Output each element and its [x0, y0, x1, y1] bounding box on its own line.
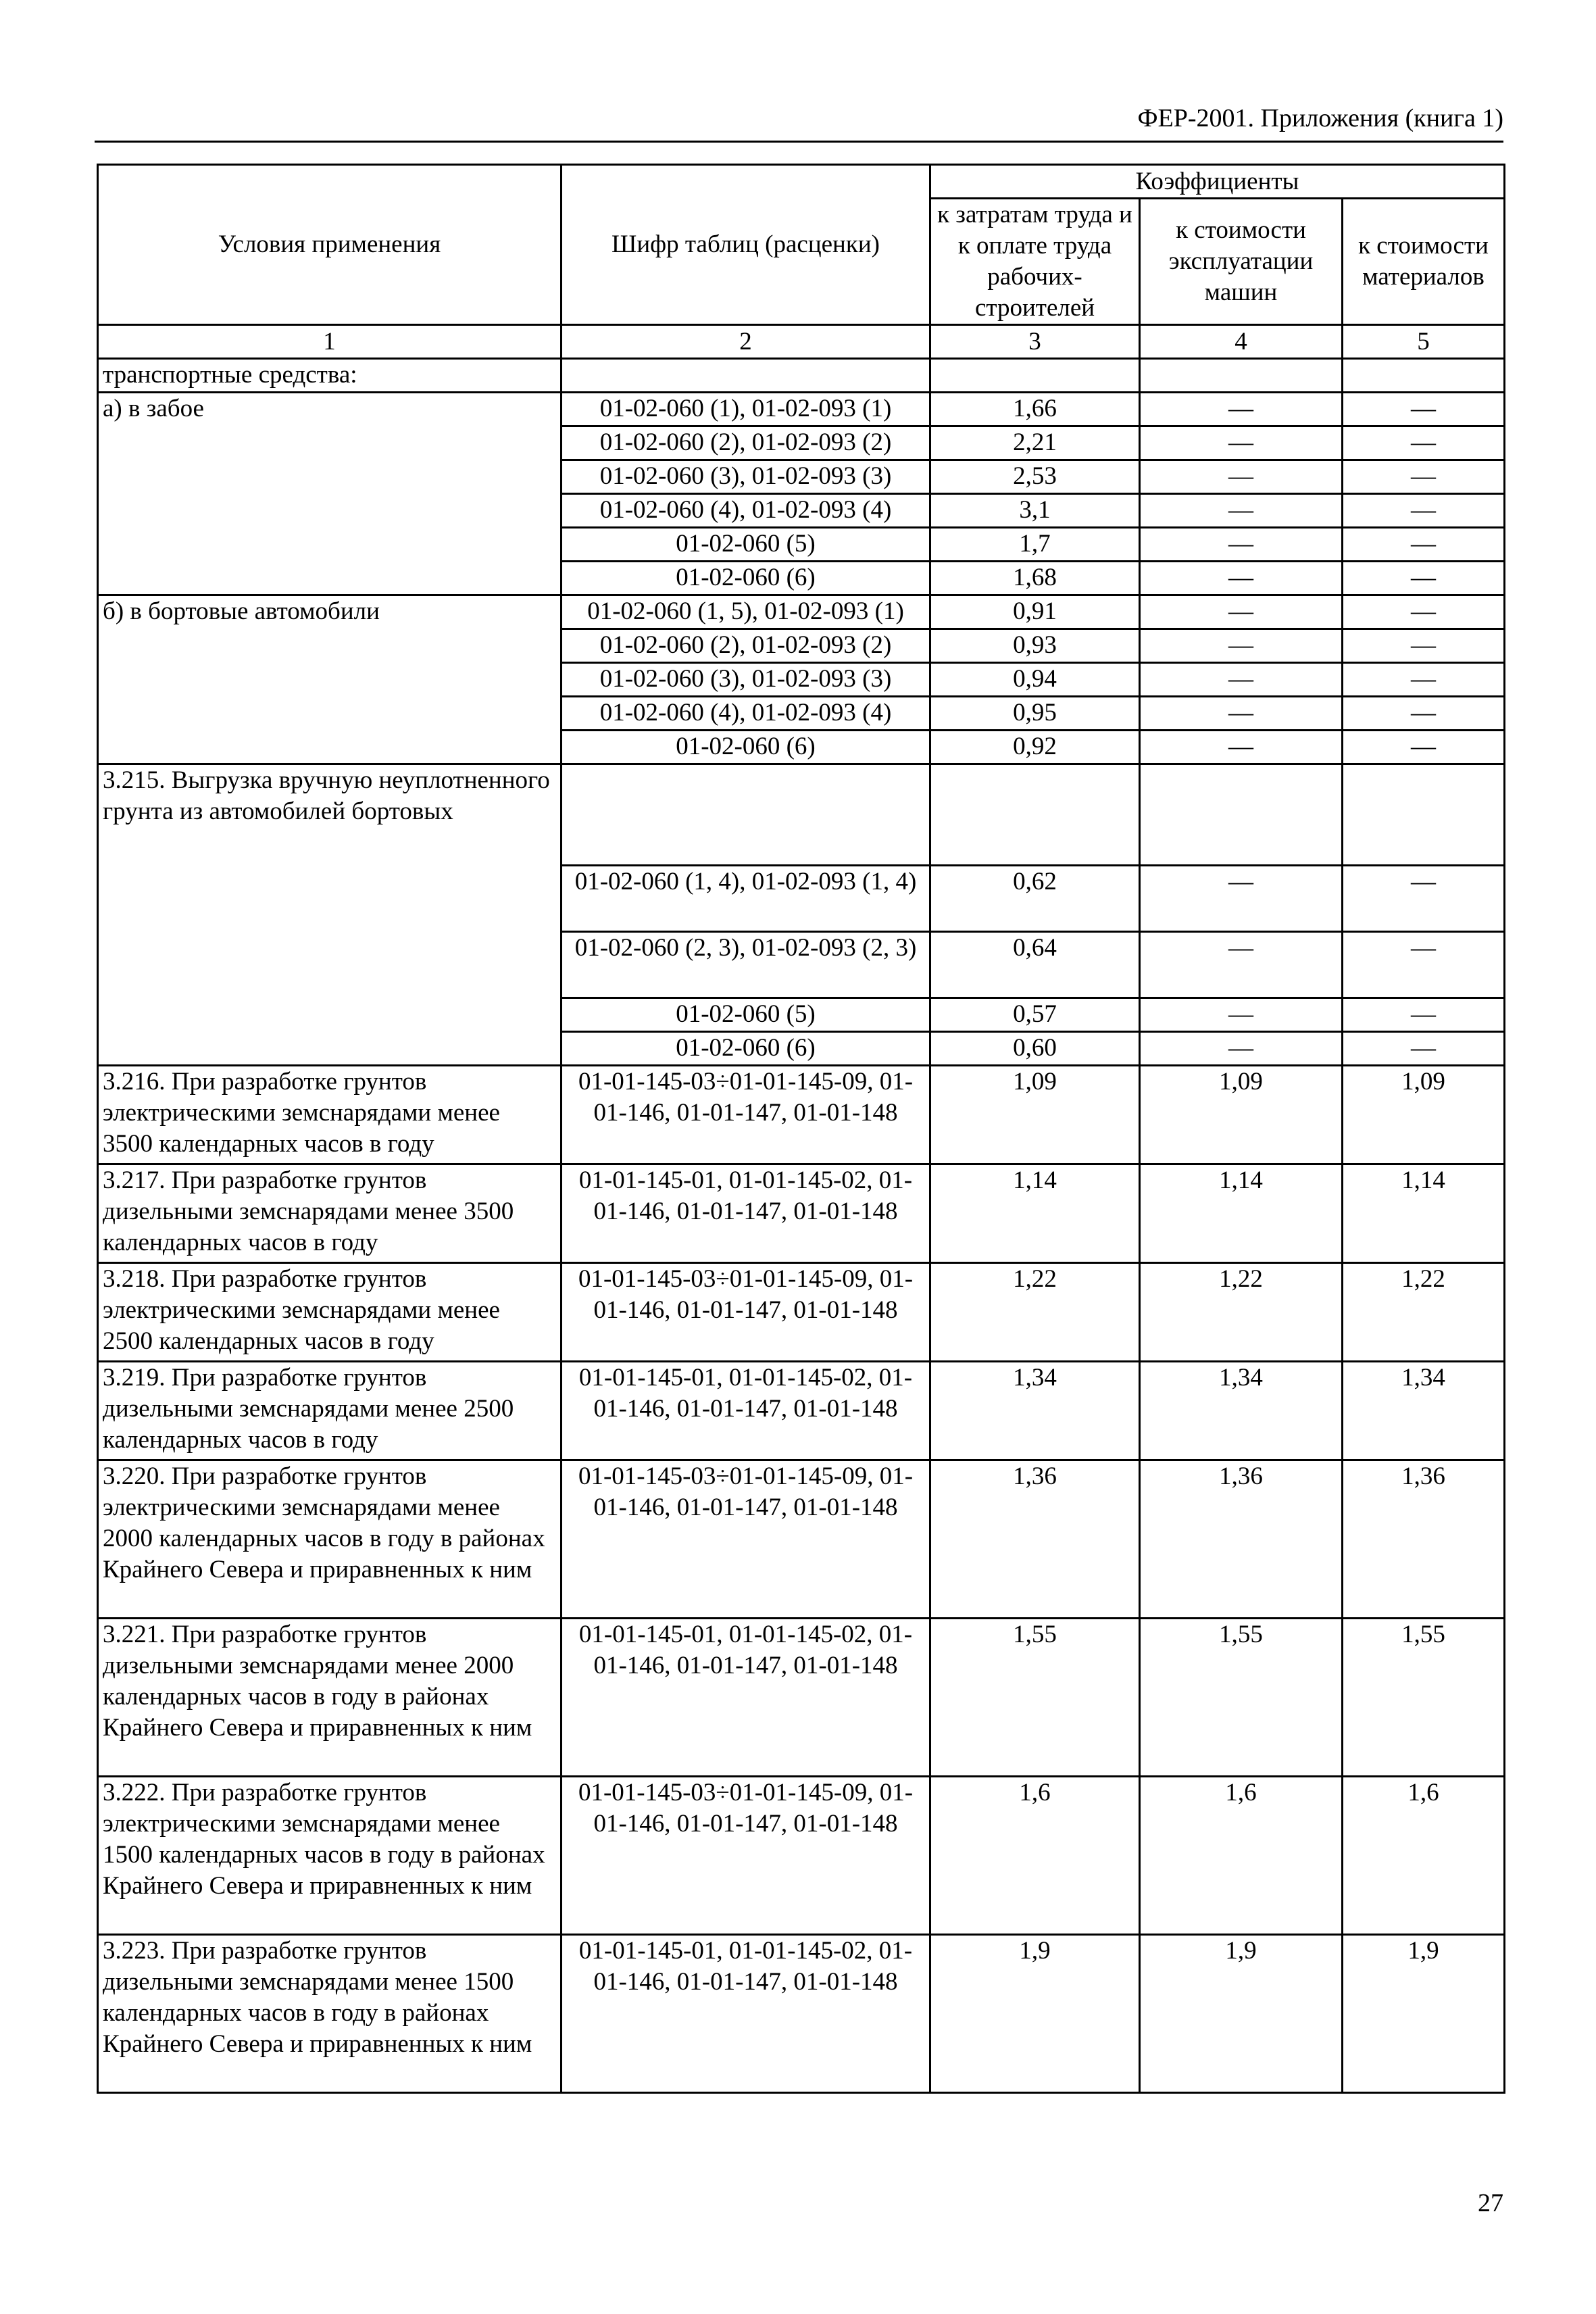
- cell-machines-coef: [1140, 359, 1343, 393]
- cell-condition: 3.221. При разработке грунтов дизельными земснарядами менее 2000 календарных часов в году в районах Крайнего Севера и приравненных к ним: [98, 1619, 562, 1777]
- cell-labor-coef: 1,09: [930, 1066, 1140, 1164]
- cell-materials-coef: —: [1343, 494, 1505, 528]
- cell-code: 01-02-060 (3), 01-02-093 (3): [562, 663, 930, 697]
- cell-condition: [98, 663, 562, 697]
- cell-labor-coef: 1,9: [930, 1935, 1140, 2093]
- cell-machines-coef: —: [1140, 731, 1343, 764]
- cell-condition: 3.220. При разработке грунтов электрическими земснарядами менее 2000 календарных часов в году в районах Крайнего Севера и приравненных к ним: [98, 1460, 562, 1619]
- table-row: [98, 764, 1505, 866]
- header-code: Шифр таблиц (расценки): [562, 165, 930, 325]
- table-row: [98, 1619, 1505, 1777]
- cell-machines-coef: —: [1140, 460, 1343, 494]
- cell-machines-coef: —: [1140, 932, 1343, 998]
- col-number: 3: [930, 325, 1140, 359]
- cell-labor-coef: [930, 764, 1140, 866]
- cell-materials-coef: 1,55: [1343, 1619, 1505, 1777]
- cell-machines-coef: 1,36: [1140, 1460, 1343, 1619]
- cell-condition: 3.217. При разработке грунтов дизельными земснарядами менее 3500 календарных часов в году: [98, 1164, 562, 1263]
- cell-materials-coef: —: [1343, 393, 1505, 426]
- cell-machines-coef: —: [1140, 697, 1343, 731]
- cell-condition: 3.222. При разработке грунтов электрическими земснарядами менее 1500 календарных часов в году в районах Крайнего Севера и приравненных к ним: [98, 1777, 562, 1935]
- cell-labor-coef: 1,14: [930, 1164, 1140, 1263]
- cell-code: 01-02-060 (6): [562, 562, 930, 595]
- cell-labor-coef: 1,6: [930, 1777, 1140, 1935]
- cell-materials-coef: [1343, 764, 1505, 866]
- cell-labor-coef: 0,60: [930, 1032, 1140, 1066]
- col-number: 4: [1140, 325, 1343, 359]
- cell-machines-coef: 1,34: [1140, 1362, 1343, 1460]
- table-row: [98, 528, 1505, 562]
- cell-materials-coef: 1,36: [1343, 1460, 1505, 1619]
- cell-condition: 3.219. При разработке грунтов дизельными земснарядами менее 2500 календарных часов в году: [98, 1362, 562, 1460]
- cell-condition: [98, 866, 562, 932]
- cell-machines-coef: —: [1140, 866, 1343, 932]
- header-coefficients: Коэффициенты: [930, 165, 1505, 199]
- cell-labor-coef: 0,57: [930, 998, 1140, 1032]
- cell-code: 01-01-145-03÷01-01-145-09, 01-01-146, 01-01-147, 01-01-148: [562, 1066, 930, 1164]
- cell-machines-coef: —: [1140, 629, 1343, 663]
- col-number: 2: [562, 325, 930, 359]
- cell-materials-coef: 1,9: [1343, 1935, 1505, 2093]
- cell-condition: транспортные средства:: [98, 359, 562, 393]
- cell-code: 01-01-145-01, 01-01-145-02, 01-01-146, 01-01-147, 01-01-148: [562, 1362, 930, 1460]
- cell-code: 01-02-060 (4), 01-02-093 (4): [562, 697, 930, 731]
- table-row: [98, 562, 1505, 595]
- cell-labor-coef: 1,7: [930, 528, 1140, 562]
- cell-materials-coef: —: [1343, 1032, 1505, 1066]
- cell-machines-coef: —: [1140, 562, 1343, 595]
- col-number: 5: [1343, 325, 1505, 359]
- table-row: [98, 426, 1505, 460]
- cell-code: 01-02-060 (1, 4), 01-02-093 (1, 4): [562, 866, 930, 932]
- header-materials: к стоимости материалов: [1343, 199, 1505, 325]
- cell-labor-coef: 0,95: [930, 697, 1140, 731]
- cell-machines-coef: 1,14: [1140, 1164, 1343, 1263]
- cell-materials-coef: 1,34: [1343, 1362, 1505, 1460]
- cell-code: 01-01-145-01, 01-01-145-02, 01-01-146, 01-01-147, 01-01-148: [562, 1935, 930, 2093]
- cell-machines-coef: —: [1140, 494, 1343, 528]
- cell-labor-coef: 1,66: [930, 393, 1140, 426]
- table-row: [98, 663, 1505, 697]
- cell-code: 01-02-060 (5): [562, 998, 930, 1032]
- cell-condition: [98, 528, 562, 562]
- cell-condition: 3.216. При разработке грунтов электрическими земснарядами менее 3500 календарных часов в году: [98, 1066, 562, 1164]
- table-body: [98, 359, 1505, 2093]
- cell-machines-coef: 1,9: [1140, 1935, 1343, 2093]
- table-row: [98, 1460, 1505, 1619]
- cell-condition: [98, 460, 562, 494]
- cell-code: 01-01-145-01, 01-01-145-02, 01-01-146, 01-01-147, 01-01-148: [562, 1619, 930, 1777]
- cell-machines-coef: 1,22: [1140, 1263, 1343, 1362]
- cell-code: 01-01-145-03÷01-01-145-09, 01-01-146, 01-01-147, 01-01-148: [562, 1777, 930, 1935]
- cell-materials-coef: —: [1343, 460, 1505, 494]
- cell-condition: 3.215. Выгрузка вручную неуплотненного грунта из автомобилей бортовых: [98, 764, 562, 866]
- cell-code: 01-02-060 (2), 01-02-093 (2): [562, 629, 930, 663]
- cell-materials-coef: —: [1343, 866, 1505, 932]
- cell-condition: [98, 697, 562, 731]
- table-row: [98, 731, 1505, 764]
- cell-labor-coef: 1,55: [930, 1619, 1140, 1777]
- cell-code: [562, 764, 930, 866]
- cell-materials-coef: —: [1343, 998, 1505, 1032]
- cell-materials-coef: —: [1343, 562, 1505, 595]
- cell-machines-coef: 1,09: [1140, 1066, 1343, 1164]
- table-row: [98, 1032, 1505, 1066]
- cell-condition: [98, 932, 562, 998]
- cell-code: 01-02-060 (2, 3), 01-02-093 (2, 3): [562, 932, 930, 998]
- cell-condition: 3.218. При разработке грунтов электрическими земснарядами менее 2500 календарных часов в году: [98, 1263, 562, 1362]
- table-row: [98, 359, 1505, 393]
- cell-condition: [98, 731, 562, 764]
- cell-machines-coef: 1,6: [1140, 1777, 1343, 1935]
- cell-materials-coef: —: [1343, 426, 1505, 460]
- table-row: [98, 998, 1505, 1032]
- cell-labor-coef: 3,1: [930, 494, 1140, 528]
- cell-condition: [98, 494, 562, 528]
- cell-labor-coef: 0,92: [930, 731, 1140, 764]
- cell-materials-coef: 1,09: [1343, 1066, 1505, 1164]
- cell-labor-coef: [930, 359, 1140, 393]
- cell-condition: 3.223. При разработке грунтов дизельными земснарядами менее 1500 календарных часов в году в районах Крайнего Севера и приравненных к ним: [98, 1935, 562, 2093]
- header-labor: к затратам труда и к оплате труда рабочих-строителей: [930, 199, 1140, 325]
- header-machines: к стоимости эксплуатации машин: [1140, 199, 1343, 325]
- header-conditions: Условия применения: [98, 165, 562, 325]
- cell-machines-coef: —: [1140, 998, 1343, 1032]
- table-row: [98, 1935, 1505, 2093]
- cell-labor-coef: 2,21: [930, 426, 1140, 460]
- cell-code: 01-02-060 (6): [562, 731, 930, 764]
- cell-code: 01-01-145-03÷01-01-145-09, 01-01-146, 01-01-147, 01-01-148: [562, 1263, 930, 1362]
- cell-labor-coef: 2,53: [930, 460, 1140, 494]
- cell-code: 01-02-060 (1, 5), 01-02-093 (1): [562, 595, 930, 629]
- cell-code: [562, 359, 930, 393]
- cell-machines-coef: —: [1140, 426, 1343, 460]
- cell-code: 01-02-060 (2), 01-02-093 (2): [562, 426, 930, 460]
- cell-code: 01-02-060 (5): [562, 528, 930, 562]
- cell-labor-coef: 0,91: [930, 595, 1140, 629]
- table-row: [98, 1777, 1505, 1935]
- table-row: [98, 393, 1505, 426]
- cell-labor-coef: 0,64: [930, 932, 1140, 998]
- cell-materials-coef: —: [1343, 697, 1505, 731]
- cell-machines-coef: —: [1140, 663, 1343, 697]
- cell-labor-coef: 1,22: [930, 1263, 1140, 1362]
- cell-machines-coef: —: [1140, 595, 1343, 629]
- cell-materials-coef: 1,22: [1343, 1263, 1505, 1362]
- table-row: [98, 595, 1505, 629]
- cell-materials-coef: —: [1343, 932, 1505, 998]
- cell-code: 01-02-060 (4), 01-02-093 (4): [562, 494, 930, 528]
- cell-materials-coef: —: [1343, 528, 1505, 562]
- cell-condition: [98, 426, 562, 460]
- coefficients-table: [97, 164, 1505, 2094]
- cell-condition: [98, 629, 562, 663]
- cell-condition: а) в забое: [98, 393, 562, 426]
- cell-materials-coef: —: [1343, 629, 1505, 663]
- cell-machines-coef: [1140, 764, 1343, 866]
- cell-labor-coef: 0,94: [930, 663, 1140, 697]
- cell-machines-coef: —: [1140, 393, 1343, 426]
- table-row: [98, 932, 1505, 998]
- cell-condition: [98, 562, 562, 595]
- cell-condition: б) в бортовые автомобили: [98, 595, 562, 629]
- table-row: [98, 866, 1505, 932]
- running-header: ФЕР-2001. Приложения (книга 1): [1137, 104, 1503, 132]
- table-row: [98, 494, 1505, 528]
- cell-code: 01-01-145-01, 01-01-145-02, 01-01-146, 01-01-147, 01-01-148: [562, 1164, 930, 1263]
- col-number: 1: [98, 325, 562, 359]
- cell-code: 01-02-060 (3), 01-02-093 (3): [562, 460, 930, 494]
- cell-labor-coef: 1,36: [930, 1460, 1140, 1619]
- cell-machines-coef: 1,55: [1140, 1619, 1343, 1777]
- header-rule: [95, 141, 1503, 143]
- cell-labor-coef: 1,68: [930, 562, 1140, 595]
- table-row: [98, 697, 1505, 731]
- cell-condition: [98, 1032, 562, 1066]
- cell-code: 01-02-060 (1), 01-02-093 (1): [562, 393, 930, 426]
- table-row: [98, 629, 1505, 663]
- table-row: [98, 460, 1505, 494]
- cell-code: 01-01-145-03÷01-01-145-09, 01-01-146, 01-01-147, 01-01-148: [562, 1460, 930, 1619]
- cell-labor-coef: 1,34: [930, 1362, 1140, 1460]
- cell-condition: [98, 998, 562, 1032]
- cell-materials-coef: 1,6: [1343, 1777, 1505, 1935]
- cell-machines-coef: —: [1140, 1032, 1343, 1066]
- cell-labor-coef: 0,62: [930, 866, 1140, 932]
- cell-materials-coef: 1,14: [1343, 1164, 1505, 1263]
- cell-materials-coef: —: [1343, 663, 1505, 697]
- cell-materials-coef: —: [1343, 595, 1505, 629]
- table-row: [98, 1066, 1505, 1164]
- table-row: [98, 1164, 1505, 1263]
- cell-code: 01-02-060 (6): [562, 1032, 930, 1066]
- cell-materials-coef: —: [1343, 731, 1505, 764]
- cell-machines-coef: —: [1140, 528, 1343, 562]
- cell-materials-coef: [1343, 359, 1505, 393]
- cell-labor-coef: 0,93: [930, 629, 1140, 663]
- page-number: 27: [1478, 2189, 1503, 2217]
- table-row: [98, 1263, 1505, 1362]
- table-row: [98, 1362, 1505, 1460]
